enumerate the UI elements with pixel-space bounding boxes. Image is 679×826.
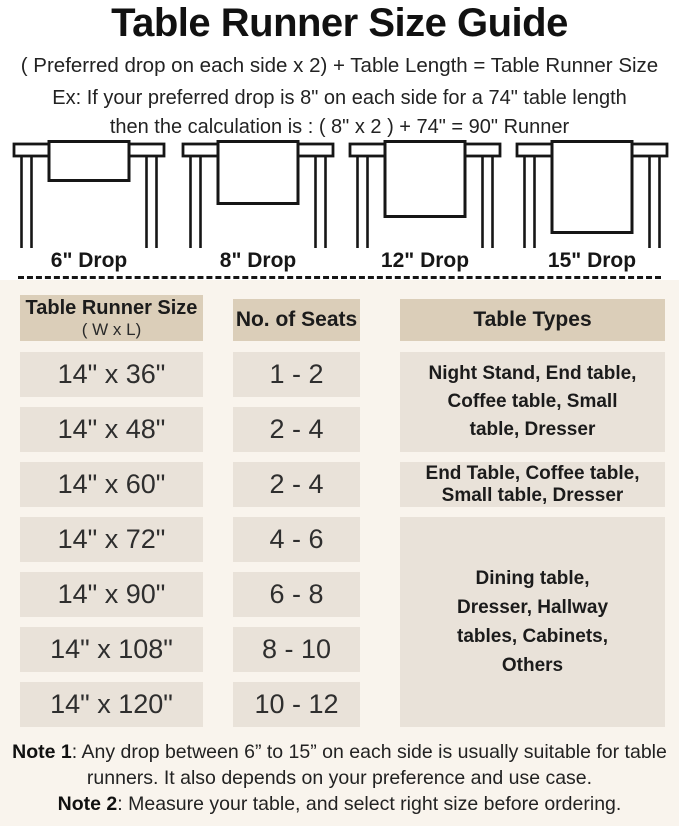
drop-labels-row [0,249,679,275]
note-1-label: Note 1 [12,741,72,763]
table-types-line: table, Dresser [469,419,596,440]
table-types-line: Small table, Dresser [441,484,624,506]
header-runner-size-subtitle: ( W x L) [81,320,142,339]
seats-cell-row2 [233,407,360,452]
runner [552,142,632,233]
drop-label-6: 6" Drop [50,249,128,272]
table-types-line: Dining table, [475,568,590,589]
drop-label-15: 15" Drop [547,249,637,272]
note-1 [10,739,669,791]
seats-cell-row3 [233,462,360,507]
size-value: 14" x 72" [57,524,166,554]
example-text-line1: Ex: If your preferred drop is 8" on each side for a 74" table length [52,87,627,109]
note-1-text: : Any drop between 6” to 15” on each side is usually suitable for table runners. It also depends on your preference and use case. [71,741,667,789]
drop-label-12: 12" Drop [380,249,470,272]
seats-value: 10 - 12 [254,689,339,719]
dashed-divider [18,276,661,279]
size-cell-row5 [20,572,203,617]
seats-cell-row6 [233,627,360,672]
table-types-line: Others [501,655,564,676]
runner [218,142,298,204]
size-value: 14" x 120" [50,689,173,719]
table-types-line: Dresser, Hallway [456,597,609,618]
table-figure-8-drop [183,142,333,249]
table-types-cell-row3 [400,462,665,507]
header-no-of-seats [233,299,360,341]
header-table-types [400,299,665,341]
table-figure-12-drop [350,142,500,249]
note-2 [10,791,669,817]
table-types-cell-rows1-2 [400,352,665,452]
example-text-line2: then the calculation is : ( 8" x 2 ) + 74" = 90" Runner [109,116,570,138]
seats-value: 1 - 2 [269,359,324,389]
runner [385,142,465,217]
size-value: 14" x 60" [57,469,166,499]
drop-illustrations [0,140,679,250]
size-value: 14" x 108" [50,634,173,664]
size-value: 14" x 36" [57,359,166,389]
header-table-types-label: Table Types [473,308,592,331]
seats-value: 8 - 10 [261,634,332,664]
header-runner-size [20,295,203,341]
seats-cell-row7 [233,682,360,727]
page-title: Table Runner Size Guide [111,1,568,45]
size-cell-row3 [20,462,203,507]
drop-label-8: 8" Drop [219,249,297,272]
note-2-label: Note 2 [57,793,118,815]
table-types-line: Coffee table, Small [447,391,618,412]
table-figure-6-drop [14,142,164,249]
size-value: 14" x 48" [57,414,166,444]
seats-value: 2 - 4 [269,469,324,499]
runner [49,142,129,181]
formula-text: ( Preferred drop on each side x 2) + Table Length = Table Runner Size [20,54,659,77]
seats-cell-row4 [233,517,360,562]
table-types-cell-rows4-7 [400,517,665,727]
note-2-text: : Measure your table, and select right size before ordering. [117,793,622,815]
seats-cell-row1 [233,352,360,397]
table-types-line: End Table, Coffee table, [425,462,640,484]
size-cell-row6 [20,627,203,672]
seats-value: 6 - 8 [269,579,324,609]
size-cell-row4 [20,517,203,562]
seats-value: 4 - 6 [269,524,324,554]
header-no-of-seats-label: No. of Seats [235,308,358,331]
seats-cell-row5 [233,572,360,617]
footnotes [10,739,669,817]
seats-value: 2 - 4 [269,414,324,444]
table-types-line: tables, Cabinets, [457,626,608,647]
size-cell-row7 [20,682,203,727]
table-types-line: Night Stand, End table, [428,363,637,384]
size-cell-row1 [20,352,203,397]
size-cell-row2 [20,407,203,452]
header-runner-size-title: Table Runner Size [25,297,198,319]
table-figure-15-drop [517,142,667,249]
size-value: 14" x 90" [57,579,166,609]
